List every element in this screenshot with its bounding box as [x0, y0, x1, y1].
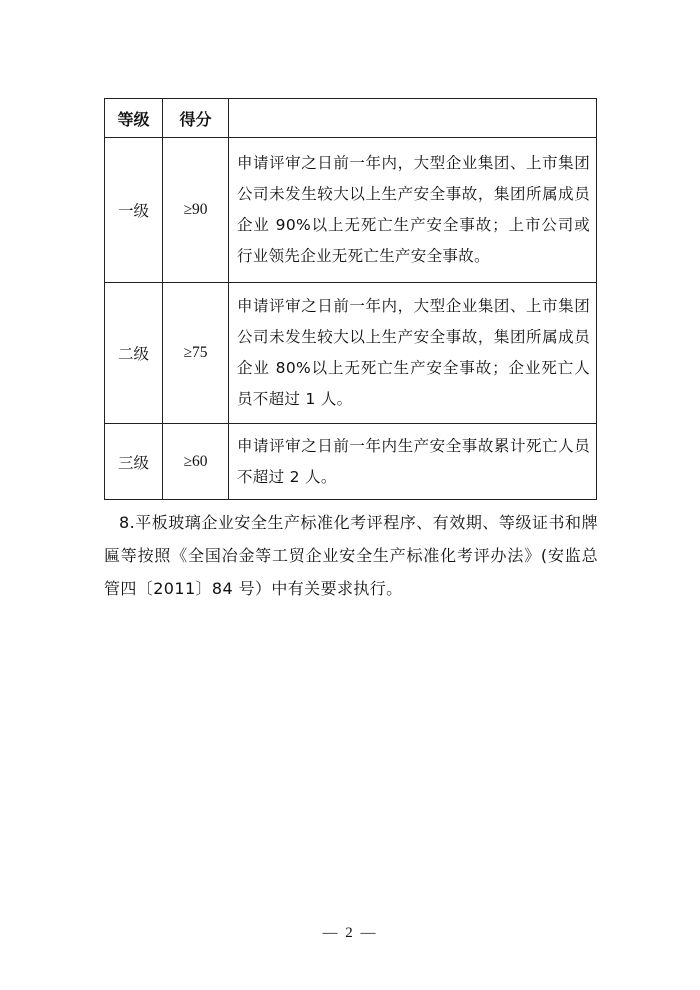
grade-table: [104, 98, 597, 500]
requirement-cell: 申请评审之日前一年内，大型企业集团、上市集团公司未发生较大以上生产安全事故，集团所属成员企业 90%以上无死亡生产安全事故；上市公司或行业领先企业无死亡生产安全事故。: [229, 138, 597, 283]
table-header-row: [105, 99, 597, 138]
score-cell: ≥90: [163, 138, 229, 283]
requirement-cell: 申请评审之日前一年内，大型企业集团、上市集团公司未发生较大以上生产安全事故，集团所属成员企业 80%以上无死亡生产安全事故；企业死亡人员不超过 1 人。: [229, 283, 597, 424]
grade-cell: 二级: [105, 283, 163, 424]
table-row: [105, 424, 597, 500]
header-grade: 等级: [105, 99, 163, 138]
score-cell: ≥60: [163, 424, 229, 500]
page-number: — 2 —: [322, 925, 378, 941]
grade-cell: 三级: [105, 424, 163, 500]
header-score: 得分: [163, 99, 229, 138]
table-row: [105, 138, 597, 283]
grade-cell: 一级: [105, 138, 163, 283]
table-row: [105, 283, 597, 424]
header-requirement: [229, 99, 597, 138]
score-cell: ≥75: [163, 283, 229, 424]
requirement-cell: 申请评审之日前一年内生产安全事故累计死亡人员不超过 2 人。: [229, 424, 597, 500]
body-paragraph: 8.平板玻璃企业安全生产标准化考评程序、有效期、等级证书和牌匾等按照《全国冶金等工贸企业安全生产标准化考评办法》(安监总管四〔2011〕84 号）中有关要求执行。: [104, 513, 598, 598]
